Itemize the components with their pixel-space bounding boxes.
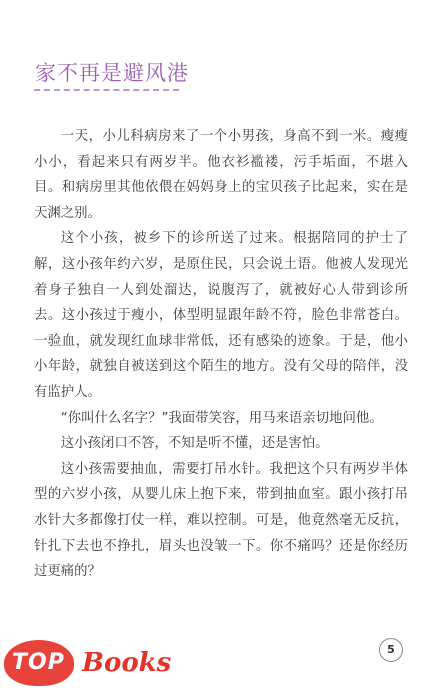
paragraph: 这个小孩，被乡下的诊所送了过来。根据陪同的护士了解，这小孩年约六岁，是原住民，只会说土语。他被人发现光着身子独自一人到处溜达，说腹泻了，就被好心人带到诊所去。这小孩过于瘦小，体型明显跟年龄不符，脸色非常苍白。一验血，就发现红血球非常低，还有感染的迹象。于是，他小小年龄，就独自被送到这个陌生的地方。没有父母的陪伴，没有监护人。 xyxy=(34,231,408,400)
paragraph: “你叫什么名字？”我面带笑容，用马来语亲切地问他。 xyxy=(60,410,383,426)
paragraph: 这小孩需要抽血，需要打吊水针。我把这个只有两岁半体型的六岁小孩，从婴儿床上抱下来，带到抽血室。跟小孩打吊水针大多都像打仗一样，难以控制。可是，他竟然毫无反抗，针扎下去也不挣扎，眉头也没皱一下。你不痛吗？还是你经历过更痛的？ xyxy=(34,461,408,580)
paragraph: 一天，小儿科病房来了一个小男孩，身高不到一米。瘦瘦小小，看起来只有两岁半。他衣衫褴褛，污手垢面，不堪入目。和病房里其他依偎在妈妈身上的宝贝孩子比起来，实在是天渊之别。 xyxy=(34,129,408,221)
page-number: 5 xyxy=(379,638,403,662)
watermark-badge-text: TOP xyxy=(12,650,65,675)
paragraph: 这小孩闭口不答，不知是听不懂，还是害怕。 xyxy=(60,436,329,452)
watermark-logo xyxy=(0,640,200,690)
chapter-title: 家不再是避风港 xyxy=(35,61,189,85)
watermark-brand-text: Books xyxy=(82,648,172,678)
body-text xyxy=(34,124,408,585)
title-underline xyxy=(34,89,179,91)
